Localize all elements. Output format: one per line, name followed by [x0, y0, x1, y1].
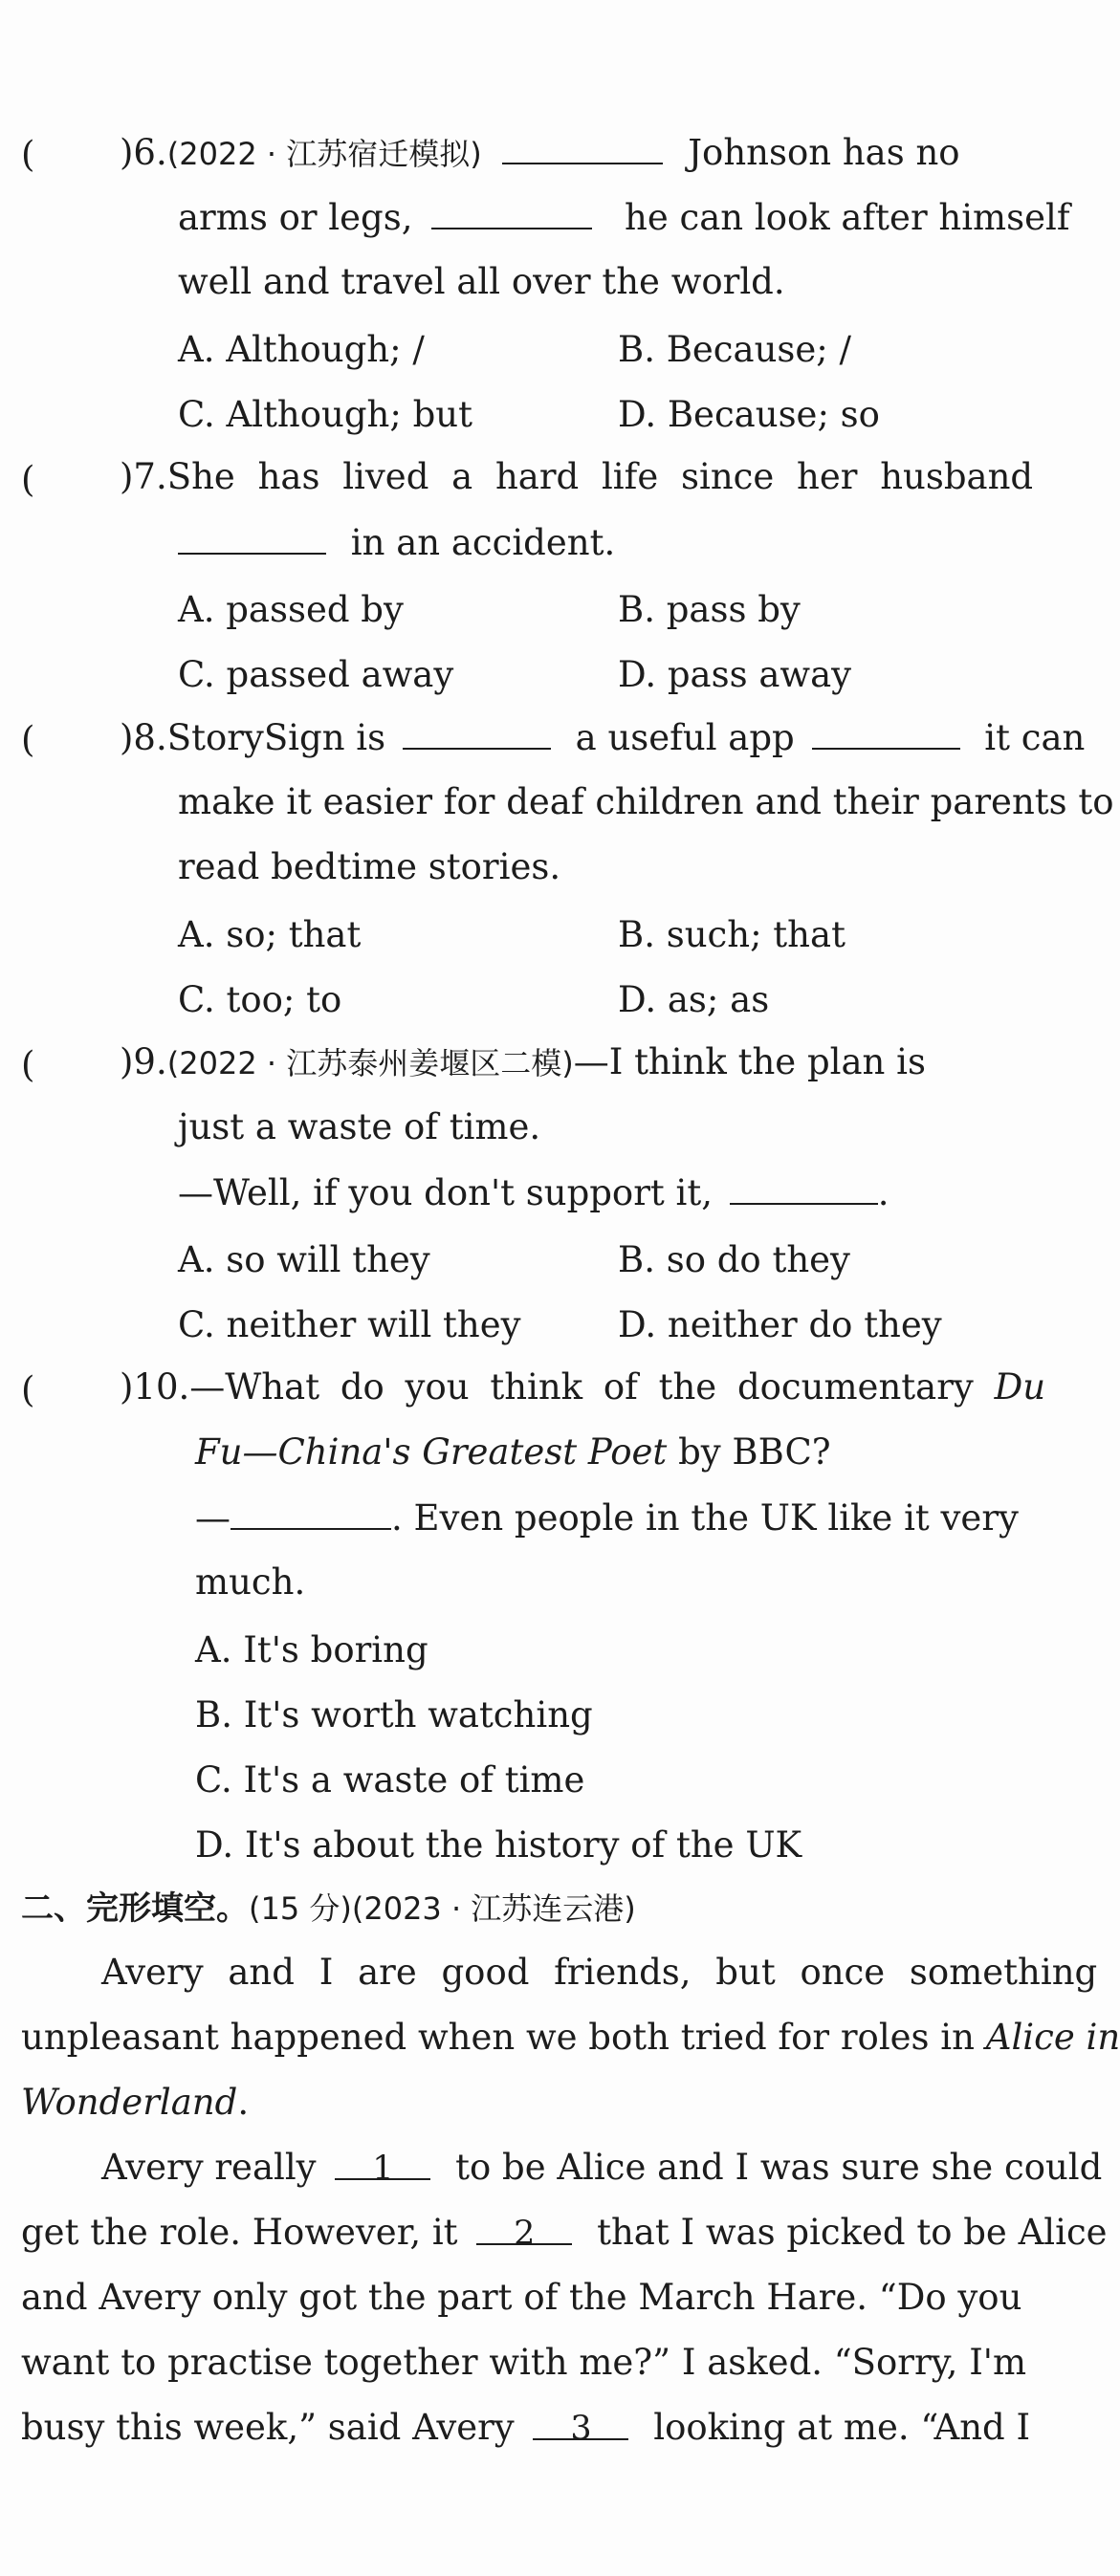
blank-number: 1 — [372, 2150, 394, 2188]
answer-paren: ( — [21, 1044, 35, 1085]
question-text: he can look after himself — [625, 197, 1070, 238]
option-b[interactable]: B. It's worth watching — [195, 1694, 593, 1736]
question-text: She has lived a hard life since her husband — [166, 456, 1034, 497]
option-d[interactable]: D. pass away — [618, 654, 852, 695]
question-text: arms or legs, — [178, 197, 413, 238]
passage-line — [21, 2407, 1031, 2448]
answer-blank[interactable] — [431, 199, 592, 229]
question-8-line-3: read bedtime stories. — [178, 846, 561, 887]
passage-text: looking at me. “And I — [653, 2407, 1031, 2448]
question-text: Johnson has no — [688, 132, 960, 173]
option-b[interactable]: B. so do they — [618, 1239, 850, 1280]
answer-blank[interactable] — [403, 719, 551, 750]
question-source: (2022 · 江苏泰州姜堰区二模) — [166, 1045, 574, 1081]
passage-text: unpleasant happened when we both tried for roles in — [21, 2017, 975, 2058]
section-heading — [21, 1889, 636, 1928]
question-10-line-3 — [195, 1497, 1019, 1539]
question-10-line-1 — [120, 1366, 1046, 1408]
answer-paren: ( — [21, 134, 35, 175]
option-d[interactable]: D. neither do they — [618, 1304, 942, 1345]
question-text: a useful app — [575, 717, 795, 758]
answer-blank[interactable] — [812, 719, 960, 750]
option-b[interactable]: B. pass by — [618, 589, 801, 630]
question-source: (2022 · 江苏宿迁模拟) — [166, 136, 482, 172]
question-text: StorySign is — [166, 717, 386, 758]
answer-blank[interactable] — [178, 524, 326, 555]
option-c[interactable]: C. passed away — [178, 654, 454, 695]
book-title: Wonderland — [21, 2082, 238, 2123]
question-text: — — [195, 1497, 231, 1539]
blank-number: 2 — [514, 2215, 536, 2253]
question-6-line-2 — [178, 197, 1070, 238]
question-10-line-4: much. — [195, 1561, 306, 1603]
documentary-title: Du — [994, 1366, 1046, 1408]
passage-text: . — [237, 2082, 250, 2123]
answer-blank[interactable] — [730, 1174, 878, 1205]
option-a[interactable]: A. so; that — [178, 914, 362, 955]
option-d[interactable]: D. Because; so — [618, 394, 880, 435]
option-d[interactable]: D. as; as — [618, 979, 770, 1020]
section-title: 二、完形填空。 — [21, 1889, 249, 1928]
question-text: it can — [984, 717, 1086, 758]
passage-text: that I was picked to be Alice — [597, 2212, 1108, 2253]
answer-paren: ( — [21, 459, 35, 500]
option-b[interactable]: B. Because; / — [618, 329, 851, 370]
question-9-line-1 — [120, 1041, 926, 1082]
passage-line: and Avery only got the part of the March Hare. “Do you — [21, 2277, 1022, 2318]
option-a[interactable]: A. Although; / — [178, 329, 425, 370]
passage-text: to be Alice and I was sure she could — [455, 2147, 1103, 2188]
option-c[interactable]: C. Although; but — [178, 394, 472, 435]
question-text: —Well, if you don't support it, — [178, 1172, 713, 1213]
cloze-blank-1[interactable] — [335, 2150, 430, 2188]
cloze-blank-3[interactable] — [533, 2410, 628, 2448]
question-6-line-3: well and travel all over the world. — [178, 261, 785, 302]
question-10-line-2 — [195, 1431, 831, 1473]
passage-line: Avery and I are good friends, but once something — [101, 1952, 1098, 1993]
passage-line: want to practise together with me?” I asked. “Sorry, I'm — [21, 2342, 1027, 2383]
answer-blank[interactable] — [502, 134, 663, 164]
option-a[interactable]: A. It's boring — [195, 1629, 428, 1670]
blank-number: 3 — [570, 2410, 592, 2448]
question-text: —I think the plan is — [573, 1041, 926, 1082]
passage-line — [21, 2212, 1108, 2253]
question-7-line-1 — [120, 456, 1034, 497]
question-number: )9. — [120, 1041, 167, 1082]
question-number: )8. — [120, 717, 167, 758]
passage-line — [21, 2017, 1120, 2058]
cloze-blank-2[interactable] — [476, 2215, 572, 2253]
option-a[interactable]: A. passed by — [178, 589, 404, 630]
question-text: . Even people in the UK like it very — [391, 1497, 1019, 1539]
question-7-line-2 — [178, 522, 616, 563]
question-text: —What do you think of the documentary — [189, 1366, 974, 1408]
question-text: by BBC? — [678, 1431, 831, 1473]
question-text: . — [877, 1172, 889, 1213]
question-number: )6. — [120, 132, 167, 173]
book-title: Alice in — [985, 2017, 1120, 2058]
answer-paren: ( — [21, 1369, 35, 1410]
option-c[interactable]: C. neither will they — [178, 1304, 521, 1345]
option-a[interactable]: A. so will they — [178, 1239, 430, 1280]
question-9-line-2: just a waste of time. — [178, 1106, 541, 1147]
passage-text: get the role. However, it — [21, 2212, 458, 2253]
answer-paren: ( — [21, 719, 35, 760]
passage-line — [101, 2147, 1103, 2188]
documentary-title: Fu—China's Greatest Poet — [195, 1431, 668, 1473]
question-text: in an accident. — [350, 522, 616, 563]
passage-text: busy this week,” said Avery — [21, 2407, 515, 2448]
option-d[interactable]: D. It's about the history of the UK — [195, 1824, 802, 1866]
question-6-line-1 — [120, 132, 960, 173]
question-number: )7. — [120, 456, 167, 497]
option-c[interactable]: C. It's a waste of time — [195, 1759, 585, 1801]
answer-blank[interactable] — [231, 1499, 391, 1530]
question-8-line-1 — [120, 717, 1086, 758]
question-9-line-3 — [178, 1174, 889, 1211]
passage-text: Avery really — [101, 2147, 317, 2188]
option-c[interactable]: C. too; to — [178, 979, 342, 1020]
question-8-line-2: make it easier for deaf children and their parents to — [178, 781, 1114, 822]
option-b[interactable]: B. such; that — [618, 914, 845, 955]
section-meta: (15 分)(2023 · 江苏连云港) — [249, 1890, 636, 1927]
question-number: )10. — [120, 1366, 190, 1408]
passage-line — [21, 2082, 250, 2123]
